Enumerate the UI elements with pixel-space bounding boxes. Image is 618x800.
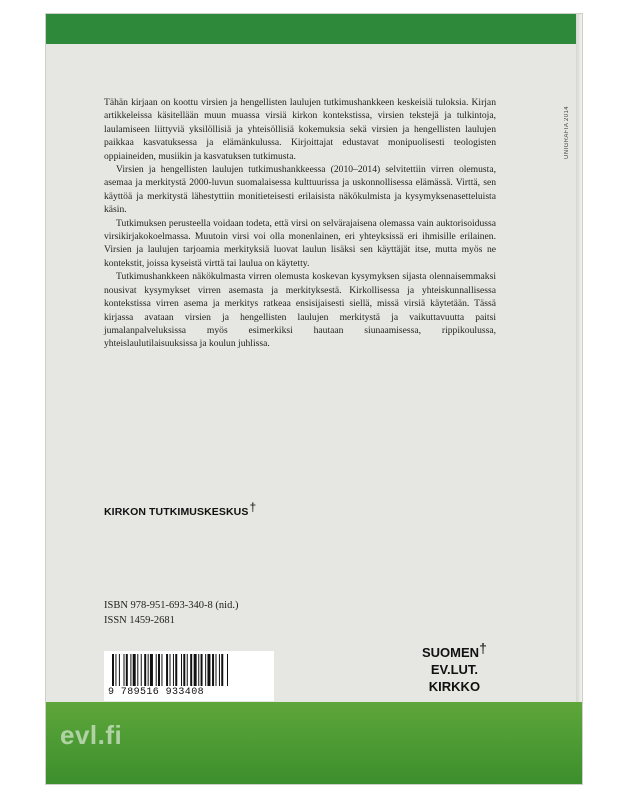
blurb-paragraph: Tutkimuksen perusteella voidaan todeta, että virsi on selvärajaisena olemassa vain auktorisoidussa virsikirjakokoelmassa. Muutoin virsi voi olla monenlainen, eri yhteyksissä eri ihmisille erilainen. Virsien ja laulujen tarjoamia merkityksiä luovat laulun lisäksi sen käyttäjät itse, mutta myös ne kontekstit, joissa kyseistä virttä tai laulua on käytetty. bbox=[104, 217, 496, 269]
barcode-bar bbox=[173, 654, 174, 686]
cross-icon: † bbox=[249, 500, 257, 514]
barcode-bar bbox=[216, 654, 217, 686]
barcode-bar bbox=[212, 654, 214, 686]
barcode-bar bbox=[198, 654, 199, 686]
barcode-bar bbox=[175, 654, 177, 686]
barcode-bars bbox=[112, 654, 268, 686]
identifiers bbox=[104, 598, 238, 628]
barcode-bar bbox=[219, 654, 220, 686]
barcode-bar bbox=[207, 654, 210, 686]
church-logo-line1: SUOMEN bbox=[422, 645, 480, 660]
barcode-bar bbox=[194, 654, 197, 686]
barcode-bar bbox=[221, 654, 223, 686]
barcode-bar bbox=[115, 654, 116, 686]
printer-credit: UNIGRAFIA 2014 bbox=[564, 106, 570, 159]
blurb-paragraph: Tähän kirjaan on koottu virsien ja hengellisten laulujen tutkimushankkeen keskeisiä tuloksia. Kirjan artikkeleissa käsitellään muun muassa virsiä kirkon kontekstissa, virsien tekstejä ja tulkintoja, laulamiseen liittyviä yksilöllisiä ja yhteisöllisiä kokemuksia sekä virsien ja hengellisten laulujen paikkaa kasvatuksessa ja elämänkulussa. Kirjoittajat edustavat monipuolisesti teologisten oppiaineiden, musiikin ja kasvatuksen tutkimusta. bbox=[104, 97, 496, 162]
blurb-paragraph: Tutkimushankkeen näkökulmasta virren olemusta koskevan kysymyksen sijasta olennaisemmaksi nousivat kysymykset virren asemasta ja merkityksestä. Kirkollisessa ja yhteiskunnallisessa kontekstissa virren asema ja merkitys ratkeaa ensisijaisesti siellä, missä virsiä käytetään. Tässä kirjassa avataan virsien ja hengellisten laulujen merkitystä ja vaikuttavuutta paitsi jumalanpalveluksissa myös esimerkiksi hautaan siunaamisessa, rippikoulussa, yhteislaulutilaisuuksissa ja koulun juhlissa. bbox=[104, 271, 496, 350]
barcode-bar bbox=[183, 654, 185, 686]
church-logo-line2: EV.LUT. bbox=[430, 662, 479, 677]
blurb-paragraph: Virsien ja hengellisten laulujen tutkimushankkeessa (2010–2014) selvitettiin virren olemusta, asemaa ja merkitystä 2000-luvun suomalaisessa kulttuurissa ja uskonnollisessa elämässä. Virttä, sen käyttöä ja merkitystä lähestyttiin monitieteisesti erilaisista näkökulmista ja kysymyksenasetteluista käsin. bbox=[104, 164, 496, 216]
barcode-bar bbox=[227, 654, 228, 686]
isbn-text: ISBN 978-951-693-340-8 (nid.) bbox=[104, 600, 239, 611]
blurb-text bbox=[104, 96, 496, 351]
barcode-bar bbox=[190, 654, 192, 686]
church-logo bbox=[422, 640, 487, 695]
barcode-bar bbox=[126, 654, 128, 686]
barcode-bar bbox=[141, 654, 142, 686]
barcode-bar bbox=[187, 654, 188, 686]
barcode bbox=[104, 651, 274, 701]
publisher-logo bbox=[104, 500, 256, 518]
barcode-bar bbox=[150, 654, 153, 686]
barcode-digits: 9 789516 933408 bbox=[108, 687, 205, 698]
site-logo: evl.fi bbox=[60, 720, 123, 750]
barcode-bar bbox=[170, 654, 171, 686]
barcode-bar bbox=[166, 654, 168, 686]
barcode-bar bbox=[119, 654, 120, 686]
barcode-bar bbox=[112, 654, 114, 686]
cross-icon: † bbox=[479, 640, 487, 656]
top-green-band bbox=[46, 14, 582, 44]
bottom-green-band bbox=[46, 702, 582, 784]
barcode-bar bbox=[144, 654, 146, 686]
barcode-bar bbox=[148, 654, 149, 686]
barcode-bar bbox=[181, 654, 182, 686]
publisher-name: KIRKON TUTKIMUSKESKUS bbox=[104, 506, 249, 518]
barcode-bar bbox=[124, 654, 125, 686]
barcode-bar bbox=[158, 654, 160, 686]
spine-edge bbox=[576, 14, 582, 784]
barcode-bar bbox=[205, 654, 206, 686]
barcode-bar bbox=[133, 654, 136, 686]
barcode-bar bbox=[130, 654, 131, 686]
barcode-bar bbox=[161, 654, 162, 686]
church-logo-line3: KIRKKO bbox=[428, 679, 481, 694]
book-back-cover bbox=[46, 14, 582, 784]
barcode-bar bbox=[201, 654, 203, 686]
barcode-bar bbox=[156, 654, 157, 686]
issn-text: ISSN 1459-2681 bbox=[104, 615, 175, 626]
barcode-bar bbox=[137, 654, 138, 686]
